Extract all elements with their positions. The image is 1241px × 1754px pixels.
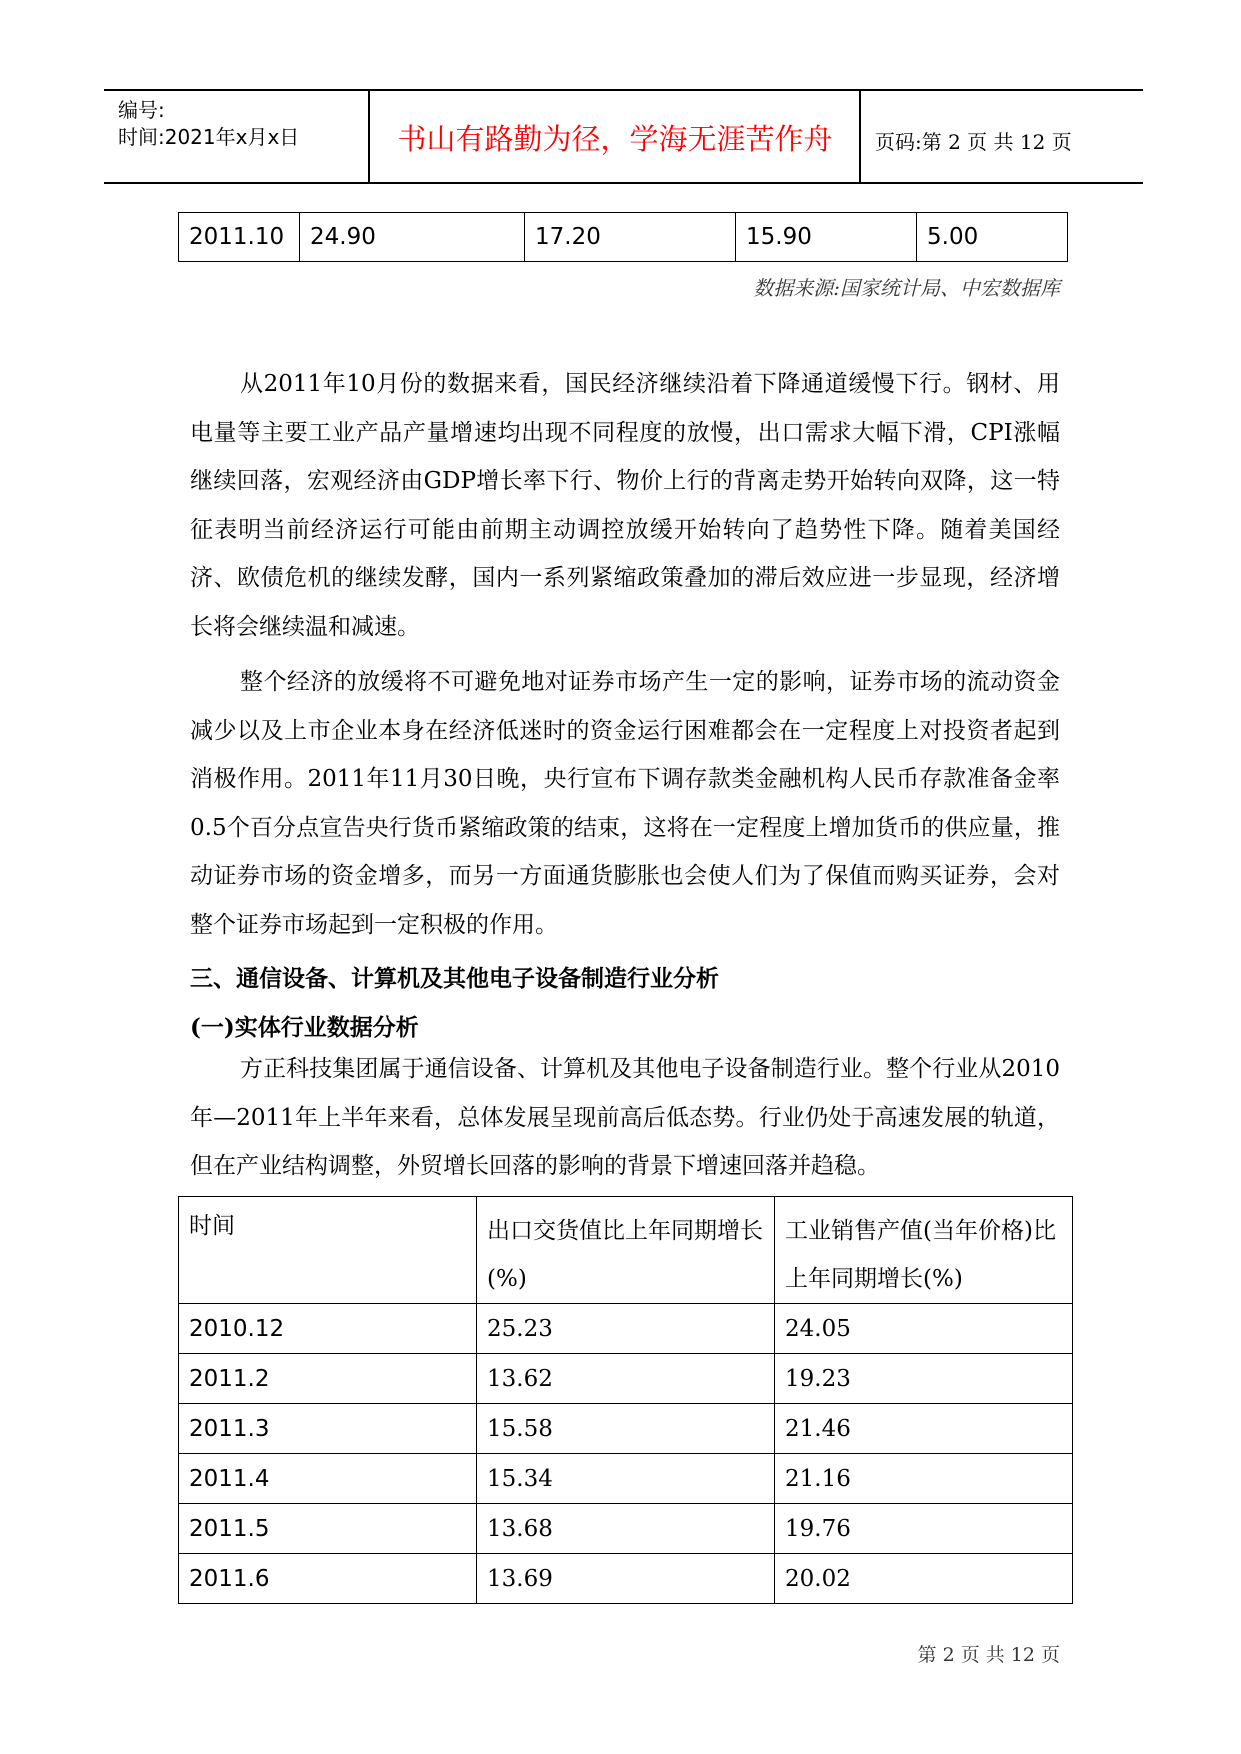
source-note: 数据来源:国家统计局、中宏数据库: [753, 276, 1060, 300]
table-cell: 13.68: [477, 1504, 775, 1554]
table-cell: 2011.4: [179, 1454, 477, 1504]
table-cell: 21.46: [775, 1404, 1073, 1454]
table-cell: 2011.5: [179, 1504, 477, 1554]
table-row: [179, 213, 1068, 262]
table-row: [179, 1354, 1073, 1404]
table-cell: 20.02: [775, 1554, 1073, 1604]
table-cell: 15.90: [736, 213, 917, 262]
header-top-rule: [104, 89, 1143, 91]
table-cell: 2011.3: [179, 1404, 477, 1454]
header-time-label: 时间:2021年x月x日: [118, 125, 300, 149]
table-cell: 15.58: [477, 1404, 775, 1454]
table-cell: 15.34: [477, 1454, 775, 1504]
paragraph-economy: 从2011年10月份的数据来看，国民经济继续沿着下降通道缓慢下行。钢材、用电量等主要工业产品产量增速均出现不同程度的放慢，出口需求大幅下滑，CPI涨幅继续回落，宏观经济由GDP增长率下行、物价上行的背离走势开始转向双降，这一特征表明当前经济运行可能由前期主动调控放缓开始转向了趋势性下降。随着美国经济、欧债危机的继续发酵，国内一系列紧缩政策叠加的滞后效应进一步显现，经济增长将会继续温和减速。: [190, 371, 1060, 640]
top-table: [178, 212, 1068, 262]
table-row: [179, 1554, 1073, 1604]
table-row: [179, 1304, 1073, 1354]
table-header-cell: 时间: [179, 1197, 477, 1304]
paragraph-industry: 方正科技集团属于通信设备、计算机及其他电子设备制造行业。整个行业从2010年—2011年上半年来看，总体发展呈现前高后低态势。行业仍处于高速发展的轨道，但在产业结构调整，外贸增长回落的影响的背景下增速回落并趋稳。: [190, 1056, 1060, 1179]
header-number-label: 编号:: [118, 98, 165, 122]
table-cell: 19.23: [775, 1354, 1073, 1404]
table-cell: 2010.12: [179, 1304, 477, 1354]
table-cell: 13.69: [477, 1554, 775, 1604]
header-bottom-rule: [104, 182, 1143, 184]
header-page-label: 页码:第 2 页 共 12 页: [875, 130, 1072, 154]
table-cell: 2011.10: [179, 213, 300, 262]
paragraph-securities: 整个经济的放缓将不可避免地对证券市场产生一定的影响，证券市场的流动资金减少以及上市企业本身在经济低迷时的资金运行困难都会在一定程度上对投资者起到消极作用。2011年11月30日晚，央行宣布下调存款类金融机构人民币存款准备金率0.5个百分点宣告央行货币紧缩政策的结束，这将在一定程度上增加货币的供应量，推动证券市场的资金增多，而另一方面通货膨胀也会使人们为了保值而购买证券，会对整个证券市场起到一定积极的作用。: [190, 669, 1060, 938]
table-cell: 24.90: [300, 213, 525, 262]
table-row: [179, 1454, 1073, 1504]
table-header-row: [179, 1197, 1073, 1304]
table-cell: 19.76: [775, 1504, 1073, 1554]
section-heading: 三、通信设备、计算机及其他电子设备制造行业分析: [190, 965, 719, 992]
table-header-cell: 出口交货值比上年同期增长(%): [477, 1197, 775, 1304]
table-row: [179, 1404, 1073, 1454]
header-motto: 书山有路勤为径，学海无涯苦作舟: [397, 122, 833, 156]
table-header-cell: 工业销售产值(当年价格)比上年同期增长(%): [775, 1197, 1073, 1304]
table-cell: 17.20: [525, 213, 736, 262]
table-cell: 21.16: [775, 1454, 1073, 1504]
table-cell: 5.00: [917, 213, 1068, 262]
table-row: [179, 1504, 1073, 1554]
table-cell: 2011.2: [179, 1354, 477, 1404]
industry-data-table: [178, 1196, 1073, 1604]
table-cell: 13.62: [477, 1354, 775, 1404]
table-cell: 24.05: [775, 1304, 1073, 1354]
table-cell: 25.23: [477, 1304, 775, 1354]
subsection-heading: (一)实体行业数据分析: [190, 1014, 419, 1041]
table-cell: 2011.6: [179, 1554, 477, 1604]
page-footer: 第 2 页 共 12 页: [917, 1644, 1060, 1666]
